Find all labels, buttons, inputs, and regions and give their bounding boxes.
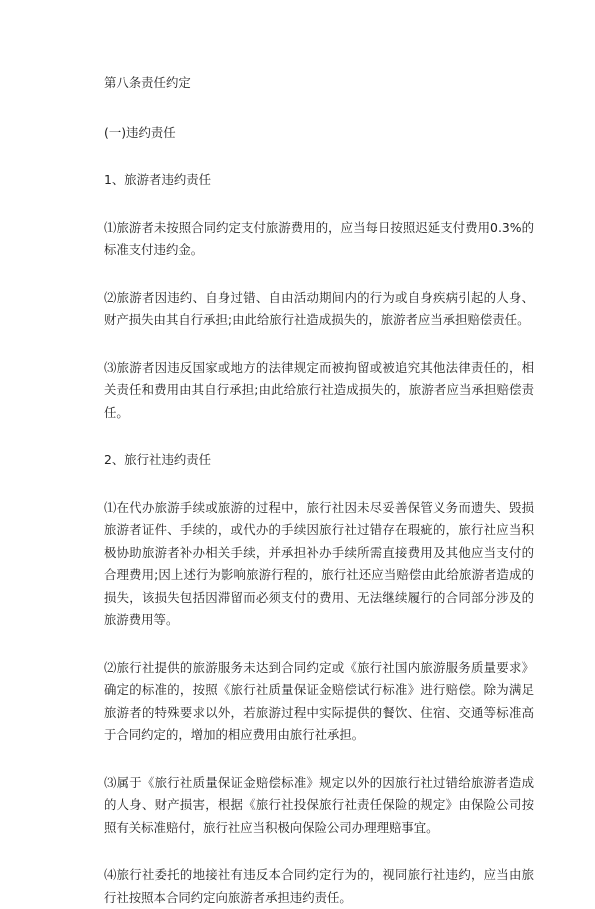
traveler-liability-item-2: ⑵旅游者因违约、自身过错、自由活动期间内的行为或自身疾病引起的人身、财产损失由其自行承担;由此给旅行社造成损失的，旅游者应当承担赔偿责任。 bbox=[104, 289, 534, 327]
subsection-title-traveler: 1、旅游者违约责任 bbox=[104, 172, 212, 187]
article-title: 第八条责任约定 bbox=[104, 75, 191, 90]
agency-liability-item-3: ⑶属于《旅行社质量保证金赔偿标准》规定以外的因旅行社过错给旅游者造成的人身、财产损害，根据《旅行社投保旅行社责任保险的规定》由保险公司按照有关标准赔付，旅行社应当积极向保险公司办理理赔事宜。 bbox=[104, 774, 534, 835]
document-body bbox=[104, 72, 534, 909]
subsection-title-agency: 2、旅行社违约责任 bbox=[104, 452, 212, 467]
traveler-liability-item-1: ⑴旅游者未按照合同约定支付旅游费用的，应当每日按照迟延支付费用0.3%的标准支付违约金。 bbox=[104, 219, 534, 257]
agency-liability-item-2: ⑵旅行社提供的旅游服务未达到合同约定或《旅行社国内旅游服务质量要求》确定的标准的，按照《旅行社质量保证金赔偿试行标准》进行赔偿。除为满足旅游者的特殊要求以外，若旅游过程中实际提供的餐饮、住宿、交通等标准高于合同约定的，增加的相应费用由旅行社承担。 bbox=[104, 659, 534, 742]
agency-liability-item-4: ⑷旅行社委托的地接社有违反本合同约定行为的，视同旅行社违约，应当由旅行社按照本合同约定向旅游者承担违约责任。 bbox=[104, 867, 534, 905]
agency-liability-item-1: ⑴在代办旅游手续或旅游的过程中，旅行社因未尽妥善保管义务而遗失、毁损旅游者证件、手续的，或代办的手续因旅行社过错存在瑕疵的，旅行社应当积极协助旅游者补办相关手续，并承担补办手续所需直接费用及其他应当支付的合理费用;因上述行为影响旅游行程的，旅行社还应当赔偿由此给旅游者造成的损失，该损失包括因滞留而必须支付的费用、无法继续履行的合同部分涉及的旅游费用等。 bbox=[104, 499, 534, 627]
section-title: (一)违约责任 bbox=[104, 124, 176, 140]
traveler-liability-item-3: ⑶旅游者因违反国家或地方的法律规定而被拘留或被追究其他法律责任的，相关责任和费用由其自行承担;由此给旅行社造成损失的，旅游者应当承担赔偿责任。 bbox=[104, 359, 534, 420]
